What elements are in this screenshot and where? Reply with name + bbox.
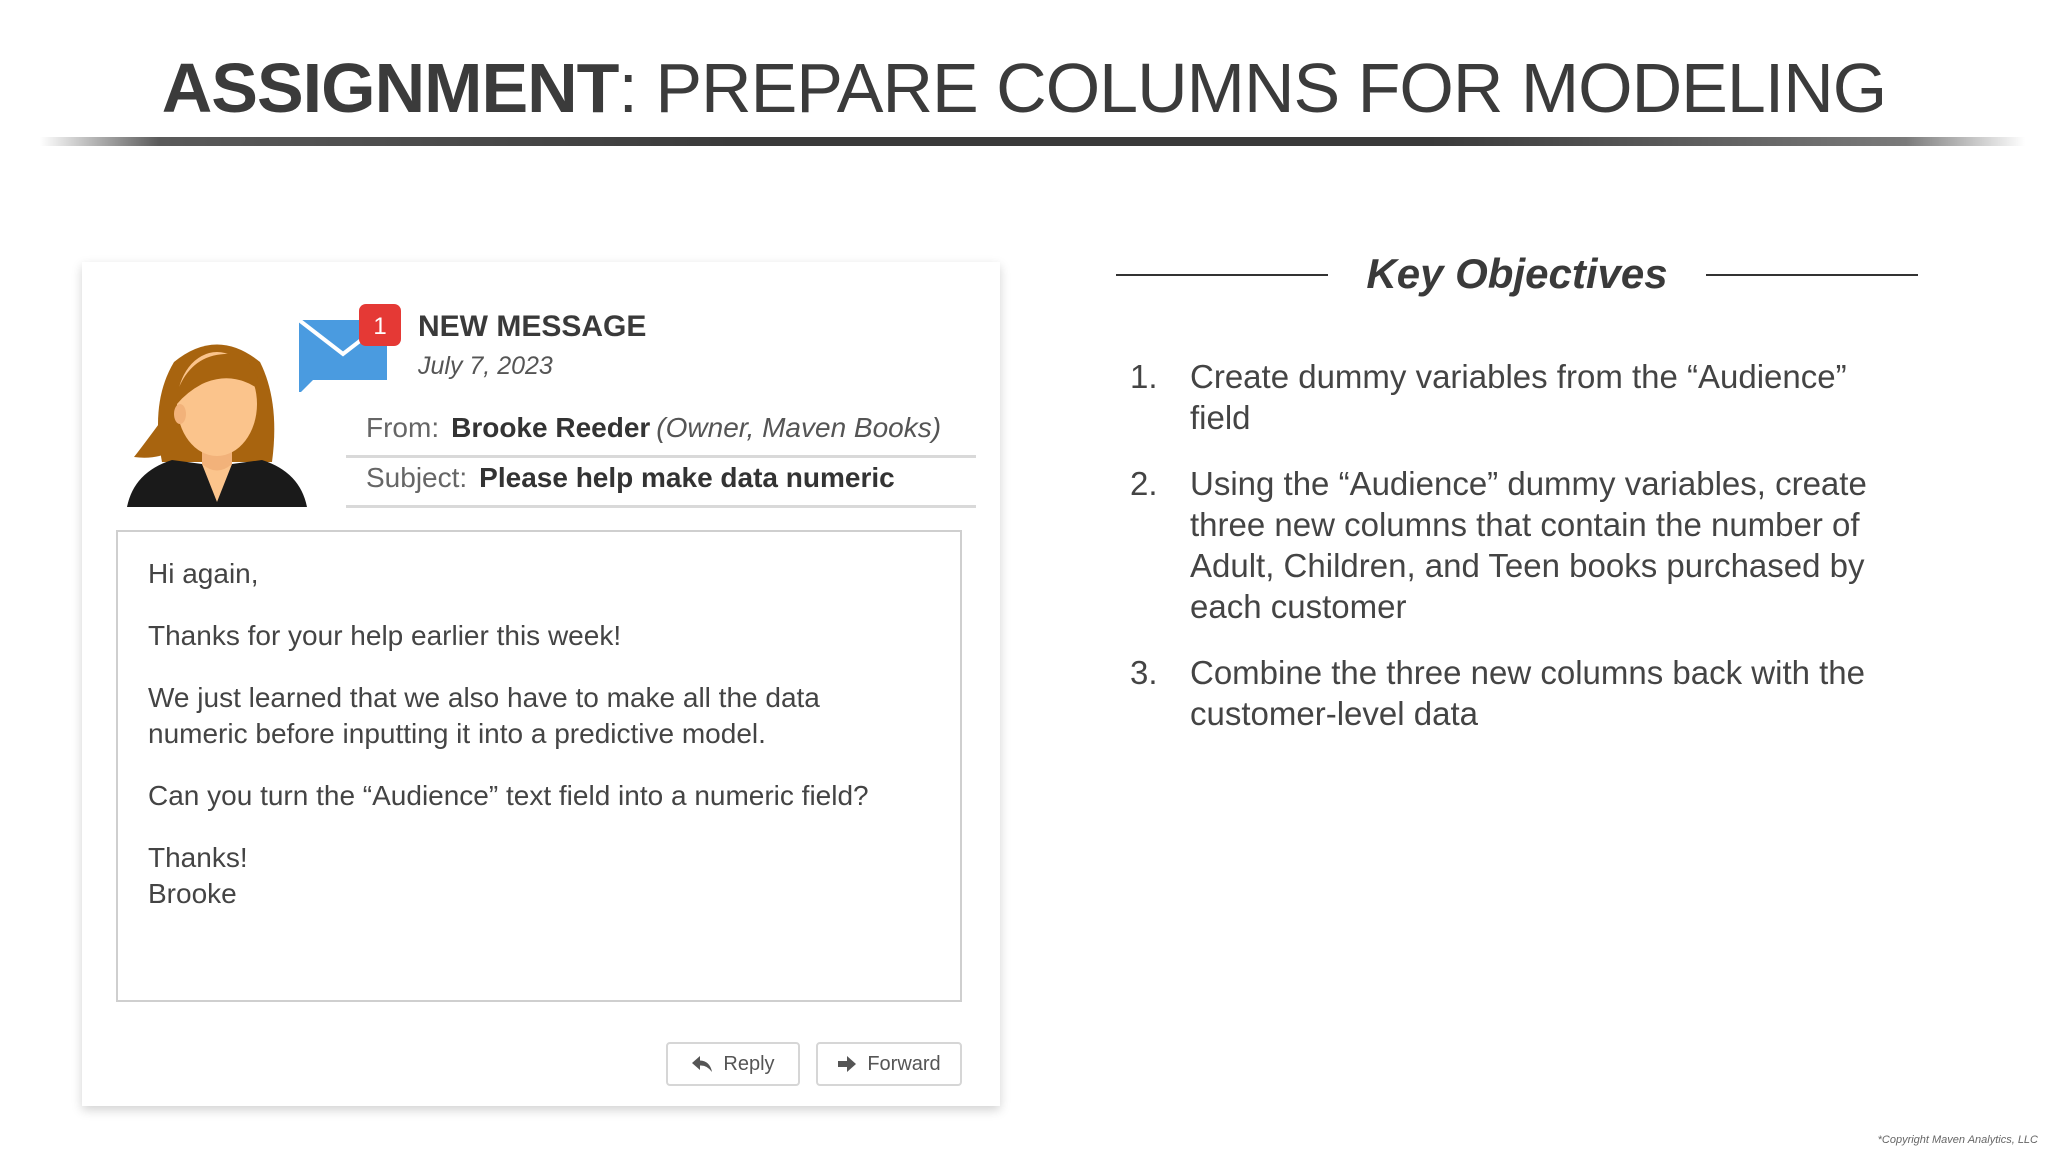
email-card (82, 262, 1000, 1106)
title-divider (40, 137, 2025, 146)
message-date: July 7, 2023 (418, 352, 553, 380)
body-greeting: Hi again, (148, 558, 259, 589)
reply-arrow-icon (691, 1055, 713, 1073)
body-paragraph-3: Can you turn the “Audience” text field into a numeric field? (148, 780, 869, 811)
body-signature: Brooke (148, 878, 237, 909)
reply-label: Reply (723, 1052, 775, 1075)
objectives-rule-right (1706, 274, 1918, 276)
slide-title-rest: : PREPARE COLUMNS FOR MODELING (618, 49, 1887, 127)
body-paragraph-2-line-2: numeric before inputting it into a predictive model. (148, 718, 766, 749)
objective-number: 3. (1130, 654, 1158, 691)
objective-text: Using the “Audience” dummy variables, create three new columns that contain the number of Adult, Children, and Teen books purchased by each customer (1190, 465, 1867, 625)
message-body (116, 530, 962, 1002)
from-note: (Owner, Maven Books) (656, 412, 942, 443)
mail-notification-icon (297, 302, 407, 392)
body-paragraph-1: Thanks for your help earlier this week! (148, 620, 622, 651)
body-signoff (148, 840, 930, 912)
subject-value: Please help make data numeric (479, 462, 895, 493)
slide-title (0, 48, 2048, 128)
subject-label: Subject: (366, 462, 468, 493)
body-paragraph-2-line-1: We just learned that we also have to make all the data (148, 682, 820, 713)
objective-text: Combine the three new columns back with the customer-level data (1190, 654, 1866, 732)
message-header: NEW MESSAGE (418, 310, 647, 343)
notification-badge-count: 1 (373, 313, 387, 340)
objective-number: 2. (1130, 465, 1158, 502)
objective-item (1130, 463, 1870, 627)
body-thanks: Thanks! (148, 842, 248, 873)
objectives-list (1130, 356, 1870, 759)
reply-button[interactable] (666, 1042, 800, 1086)
forward-arrow-icon (837, 1055, 857, 1073)
from-label: From: (366, 412, 440, 443)
body-paragraph-2 (148, 680, 930, 752)
from-name: Brooke Reeder (451, 412, 651, 443)
objective-text: Create dummy variables from the “Audience” field (1190, 358, 1847, 436)
woman-avatar-icon (122, 332, 312, 507)
objective-item (1130, 356, 1870, 438)
copyright-notice: *Copyright Maven Analytics, LLC (1877, 1134, 2038, 1146)
objectives-title: Key Objectives (1366, 250, 1668, 297)
from-row (346, 412, 976, 458)
slide-title-bold: ASSIGNMENT (161, 49, 619, 127)
objective-number: 1. (1130, 358, 1158, 395)
forward-button[interactable] (816, 1042, 962, 1086)
objective-item (1130, 652, 1870, 734)
subject-row (346, 462, 976, 508)
forward-label: Forward (867, 1052, 941, 1075)
objectives-rule-left (1116, 274, 1328, 276)
